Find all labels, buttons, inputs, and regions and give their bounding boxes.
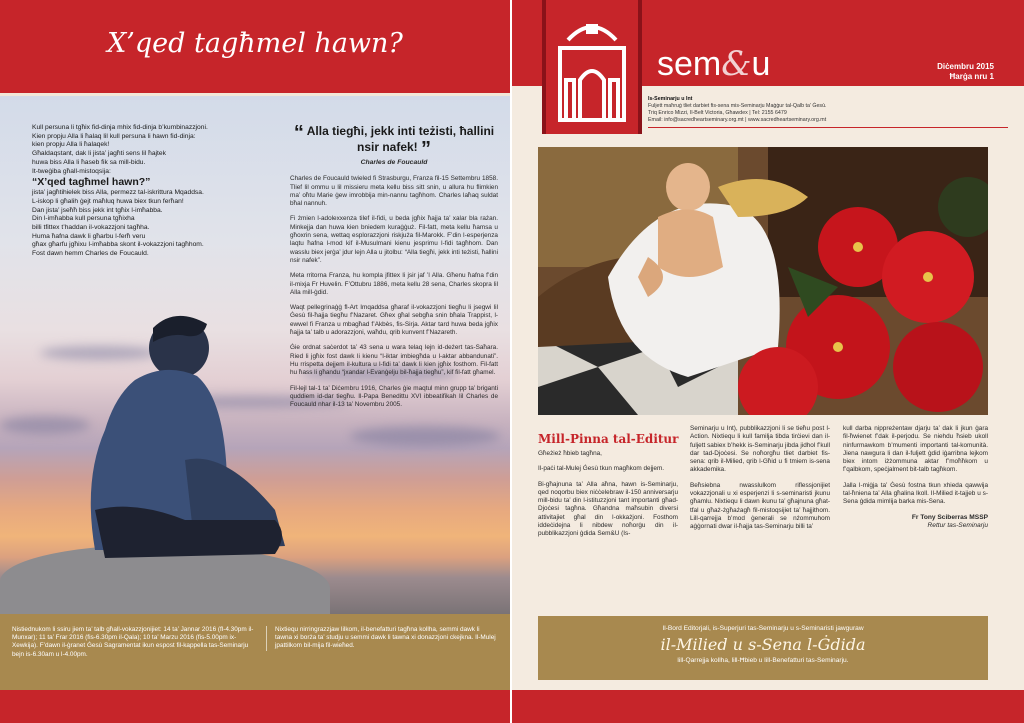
publisher-contact: Email: info@sacredheartseminary.org.mt | www.sacredheartseminary.org.mt [648, 117, 827, 123]
article-paragraph: Charles de Foucauld twieled fi Strasburgu, Franza fil-15 Settembru 1858. Tlief lil ommu u lil missieru meta kellu biss sitt snin, u allura hu flimkien ma’ oħtu Marie ġew imrobbija min-nannu tagħhom. Charles laħaq suldat bħal nannuh. [290, 175, 498, 208]
intro-line: huwa biss Alla li ħaseb fik sa mill-bidu. [32, 158, 146, 166]
intro-line: Fost dawn hemm Charles de Foucauld. [32, 250, 149, 258]
intro-line: kien propju Alla li ħalaqek! [32, 141, 110, 149]
left-bottom-band [0, 690, 510, 723]
left-page-title: X’qed tagħmel hawn? [107, 28, 403, 59]
editorial-paragraph: kull darba nippreżentaw djarju ta’ dak li jkun ġara fil-ħwienet f’dak il-perjodu. Se niehdu ħsieb ukoll ninfurmawkom b’mumenti importanti tal-komunità. Jiena nawgura li dan il-fuljett ġdid iġarribna lejkom biex intom iżżommuna aktar f’moħħkom u f’qalbkom, speċjalment bit-talb tagħkom. [843, 425, 988, 474]
intro-text [32, 124, 282, 259]
publisher-name: Is-Seminarju u Int [648, 96, 693, 102]
quote-text: Alla tiegħi, jekk inti teżisti, ħallini nsir nafek! [306, 124, 495, 154]
article-paragraph: Fi żmien l-adolexxenza tilef il-fidi, u beda jgħix ħajja ta’ xalar bla rażan. Minkejja dan huwa kien bniedem kuraġġuż. Fil-fatt, meta kellu ħamsa u għoxrin sena, wettaq esplorazzjoni riskjuża fil-Marokk. F’din l-esperjenza laqtu ħafna l-mod kif il-Musulmani kienu jesprimu l-fidi tagħhom. Dan wasslu biex jerġa’ jdur lejn Alla u jitolbu: “Alla tiegħi, jekk inti teżisti, ħallini nsir nafek”. [290, 215, 498, 264]
seminary-facade-icon [546, 0, 638, 130]
editorial-paragraph: Beħsiebna nwasslulkom riflessjonijiet vokazzjonali u xi esperjenzi li s-seminaristi jkunu għamlu. Nixtiequ li dawn ikunu ta’ għajnuna għat-tfal u għaż-żgħażagħ fil-mistoqsijiet ta’ ħajjithom. Lill-qarrejja b’mod ġenerali se nżommuhom aġġornati dwar il-ħajja tas-Seminarju billi ta’ [690, 481, 830, 531]
masthead-sem: sem [657, 45, 722, 83]
editorial-paragraph: Seminarju u Int), pubblikazzjoni li se tieħu post l-Action. Nixtiequ li kull familja tibda tirċievi dan il-fuljett sabiex b’hekk is-Seminarju jibda jidhol f’kull dar tad-Djoċesi. Se noħorgħu tliet darbiet fis-sena: qrib il-Milied, qrib l-Għid u fi tmiem is-sena akkademika. [690, 425, 830, 474]
greeting-recipients: lill-Qarrejja kollha, lill-Ħbieb u lill-Benefatturi tas-Seminarju. [677, 657, 849, 664]
publisher-address: Triq Enrico Mizzi, Il-Belt Victoria, Għawdex | Tel: 2155 6479 [648, 110, 787, 116]
intro-line: It-tweġiba għall-mistoqsija: [32, 167, 111, 175]
article-paragraph: Fil-lejl tal-1 ta’ Diċembru 1916, Charles ġie maqtul minn grupp ta’ briganti quddiem id-dar tiegħu. Il-Papa Benedittu XVI ibbeatifikah lil Charles de Foucauld nhar il-13 ta’ Novembru 2005. [290, 384, 498, 409]
seminary-logo [542, 0, 642, 134]
quote-author: Charles de Foucauld [360, 159, 428, 166]
intro-line: Kien propju Alla li ħalaq lil kull persuna li hawn fid-dinja: [32, 132, 196, 140]
intro-line: L-iskop li għalih ġejt maħluq huwa biex tkun ferħan! [32, 197, 184, 205]
left-page [0, 0, 510, 723]
masthead-title [657, 44, 770, 84]
intro-line: għax għarfu jgħixu l-imħabba skont il-vokazzjoni tagħhom. [32, 241, 204, 249]
masthead-ampersand: & [721, 44, 752, 84]
editorial-title: Mill-Pinna tal-Editur [538, 432, 679, 446]
pull-quote [290, 122, 498, 160]
vocation-prayer-notice: Nistiednukom li ssiru jiem ta’ talb għall-vokazzjonijiet: 14 ta’ Jannar 2016 (fl-4.30pm il-Munxar); 11 ta’ Frar 2016 (fis-6.30pm il-Qala); 10 ta’ Marzu 2016 (fis-5.00pm ix-Xewkija). F’dawn il-ġranet Ġesù Sagramentat ikun espost fil-kappella tas-Seminarju bejn is-6.30am u l-4.00pm. [12, 626, 254, 658]
intro-line: Din l-imħabba kull persuna tgħixha [32, 215, 135, 223]
greeting-intro: Il-Bord Editorjali, is-Superjuri tas-Seminarju u s-Seminaristi jawguraw [662, 625, 864, 632]
greeting-headline: il-Milied u s-Sena l-Ġdida [660, 635, 866, 654]
article-paragraph: Waqt pellegrinaġġ fl-Art Imqaddsa għaraf il-vokazzjoni tiegħu li jsegwi lil Ġesù fil-ħajja tiegħu f’Nazaret. Għex għal sebgħa snin bħala Trappist, l-ewwel fi Franza u mbagħad f’Akbès, fis-Sirja. Aktar tard huwa beda jgħix ħajja ta’ talb u adorazzjoni, waħdu, qrib kunvent f’Nazareth. [290, 304, 498, 337]
article-paragraph: Meta rritorna Franza, hu kompla jfittex li jsir jaf ’l Alla. Għenu ħafna f’din il-mixja Fr Huvelin. F’Ottubru 1886, meta kellu 28 sena, Charles skopra lil Alla mill-ġdid. [290, 272, 498, 296]
article-paragraph: Ġie ordnat saċerdot ta’ 43 sena u wara telaq lejn id-deżert tas-Saħara. Ried li jgħix fost dawk li kienu “l-iktar imbiegħda u l-aktar abbandunati”. Hu rrispetta dejjem il-kultura u l-fidi ta’ dawk li kien jgħix fosthom. Fil-fatt hu ħass li għandu “jxandar l-Evanġelju bil-ħajja tiegħu”, kif fil-fatt għamel. [290, 344, 498, 377]
publisher-description: Fuljett maħruġ tliet darbiet fis-sena mis-Seminarju Maġġur tal-Qalb ta’ Ġesù. [648, 103, 827, 109]
intro-line: billi tfittex t’haddan il-vokazzjoni tagħha. [32, 224, 150, 232]
editorial-paragraph: Jalla l-miġja ta’ Ġesù fostna tkun xhieda qawwija tal-ħniena ta’ Alla għalina lkoll. Il-Milied it-tajjeb u s-Sena ġdida mimlija barka mis-Sena. [843, 481, 988, 506]
intro-line: Għaldaqstant, dak li jista’ jagħti sens lil ħajtek [32, 150, 166, 158]
intro-line: Dan jista’ jseħħ biss jekk int tgħix l-imħabba. [32, 206, 163, 214]
nativity-photo [538, 147, 988, 415]
close-quote-mark: ” [421, 138, 432, 160]
publisher-info [648, 96, 1008, 128]
benefactors-thanks: Nixtiequ nirringrazzjaw lilkom, il-benefatturi tagħna kollha, semmi dawk li tawna xi borża ta’ studju u semmi dawk li tawna xi donazzjoni ckejkna. Il-Mulej jpattilkom bil-mija fil-wieħed. [266, 626, 498, 651]
issue-number: Ħarġa nru 1 [949, 72, 994, 81]
article-column [290, 124, 498, 416]
editorial-paragraph: Il-paċi tal-Mulej Ġesù tkun magħkom dejjem. [538, 465, 665, 473]
intro-line: Huma ħafna dawk li għarbu l-ferħ veru [32, 232, 146, 240]
intro-line: jista’ jagħtihielek biss Alla, permezz tal-iskrittura Mqaddsa. [32, 189, 204, 197]
sitting-person-silhouette [75, 310, 295, 580]
signature-role: Rettur tas-Seminarju [927, 521, 988, 529]
editorial-column-1 [538, 450, 678, 546]
open-quote-mark: “ [293, 122, 304, 144]
editorial-paragraph: Bi-għajnuna ta’ Alla aħna, hawn is-Seminarju, qed noqorbu biex niċċelebraw il-150 anniversarju mill-bidu ta’ din l-istituzzjoni tant importanti għad-Djoċesi tagħna. Għandna maħsubin diversi attivitajiet għal din l-okkażjoni. Fosthom iddeċidejna li nibdew noħorġu din il-pubblikazzjoni ġdida Sem&U (Is- [538, 480, 678, 538]
masthead-u: u [751, 45, 771, 83]
right-bottom-band [512, 690, 1024, 723]
editorial-paragraph: Għeżież ħbieb tagħna, [538, 450, 602, 457]
intro-line: Kull persuna li tgħix fid-dinja mhix fid-dinja b’kumbinazzjoni. [32, 124, 208, 131]
intro-question: “X’qed tagħmel hawn?” [32, 176, 151, 189]
right-page [512, 0, 1024, 723]
christmas-greeting-box [538, 616, 988, 680]
editorial-column-3 [843, 425, 988, 530]
editorial-column-2 [690, 425, 830, 539]
signature-name: Fr Tony Sciberras MSSP [911, 513, 988, 521]
issue-date: Diċembru 2015 [937, 62, 994, 71]
issue-info [937, 62, 994, 82]
